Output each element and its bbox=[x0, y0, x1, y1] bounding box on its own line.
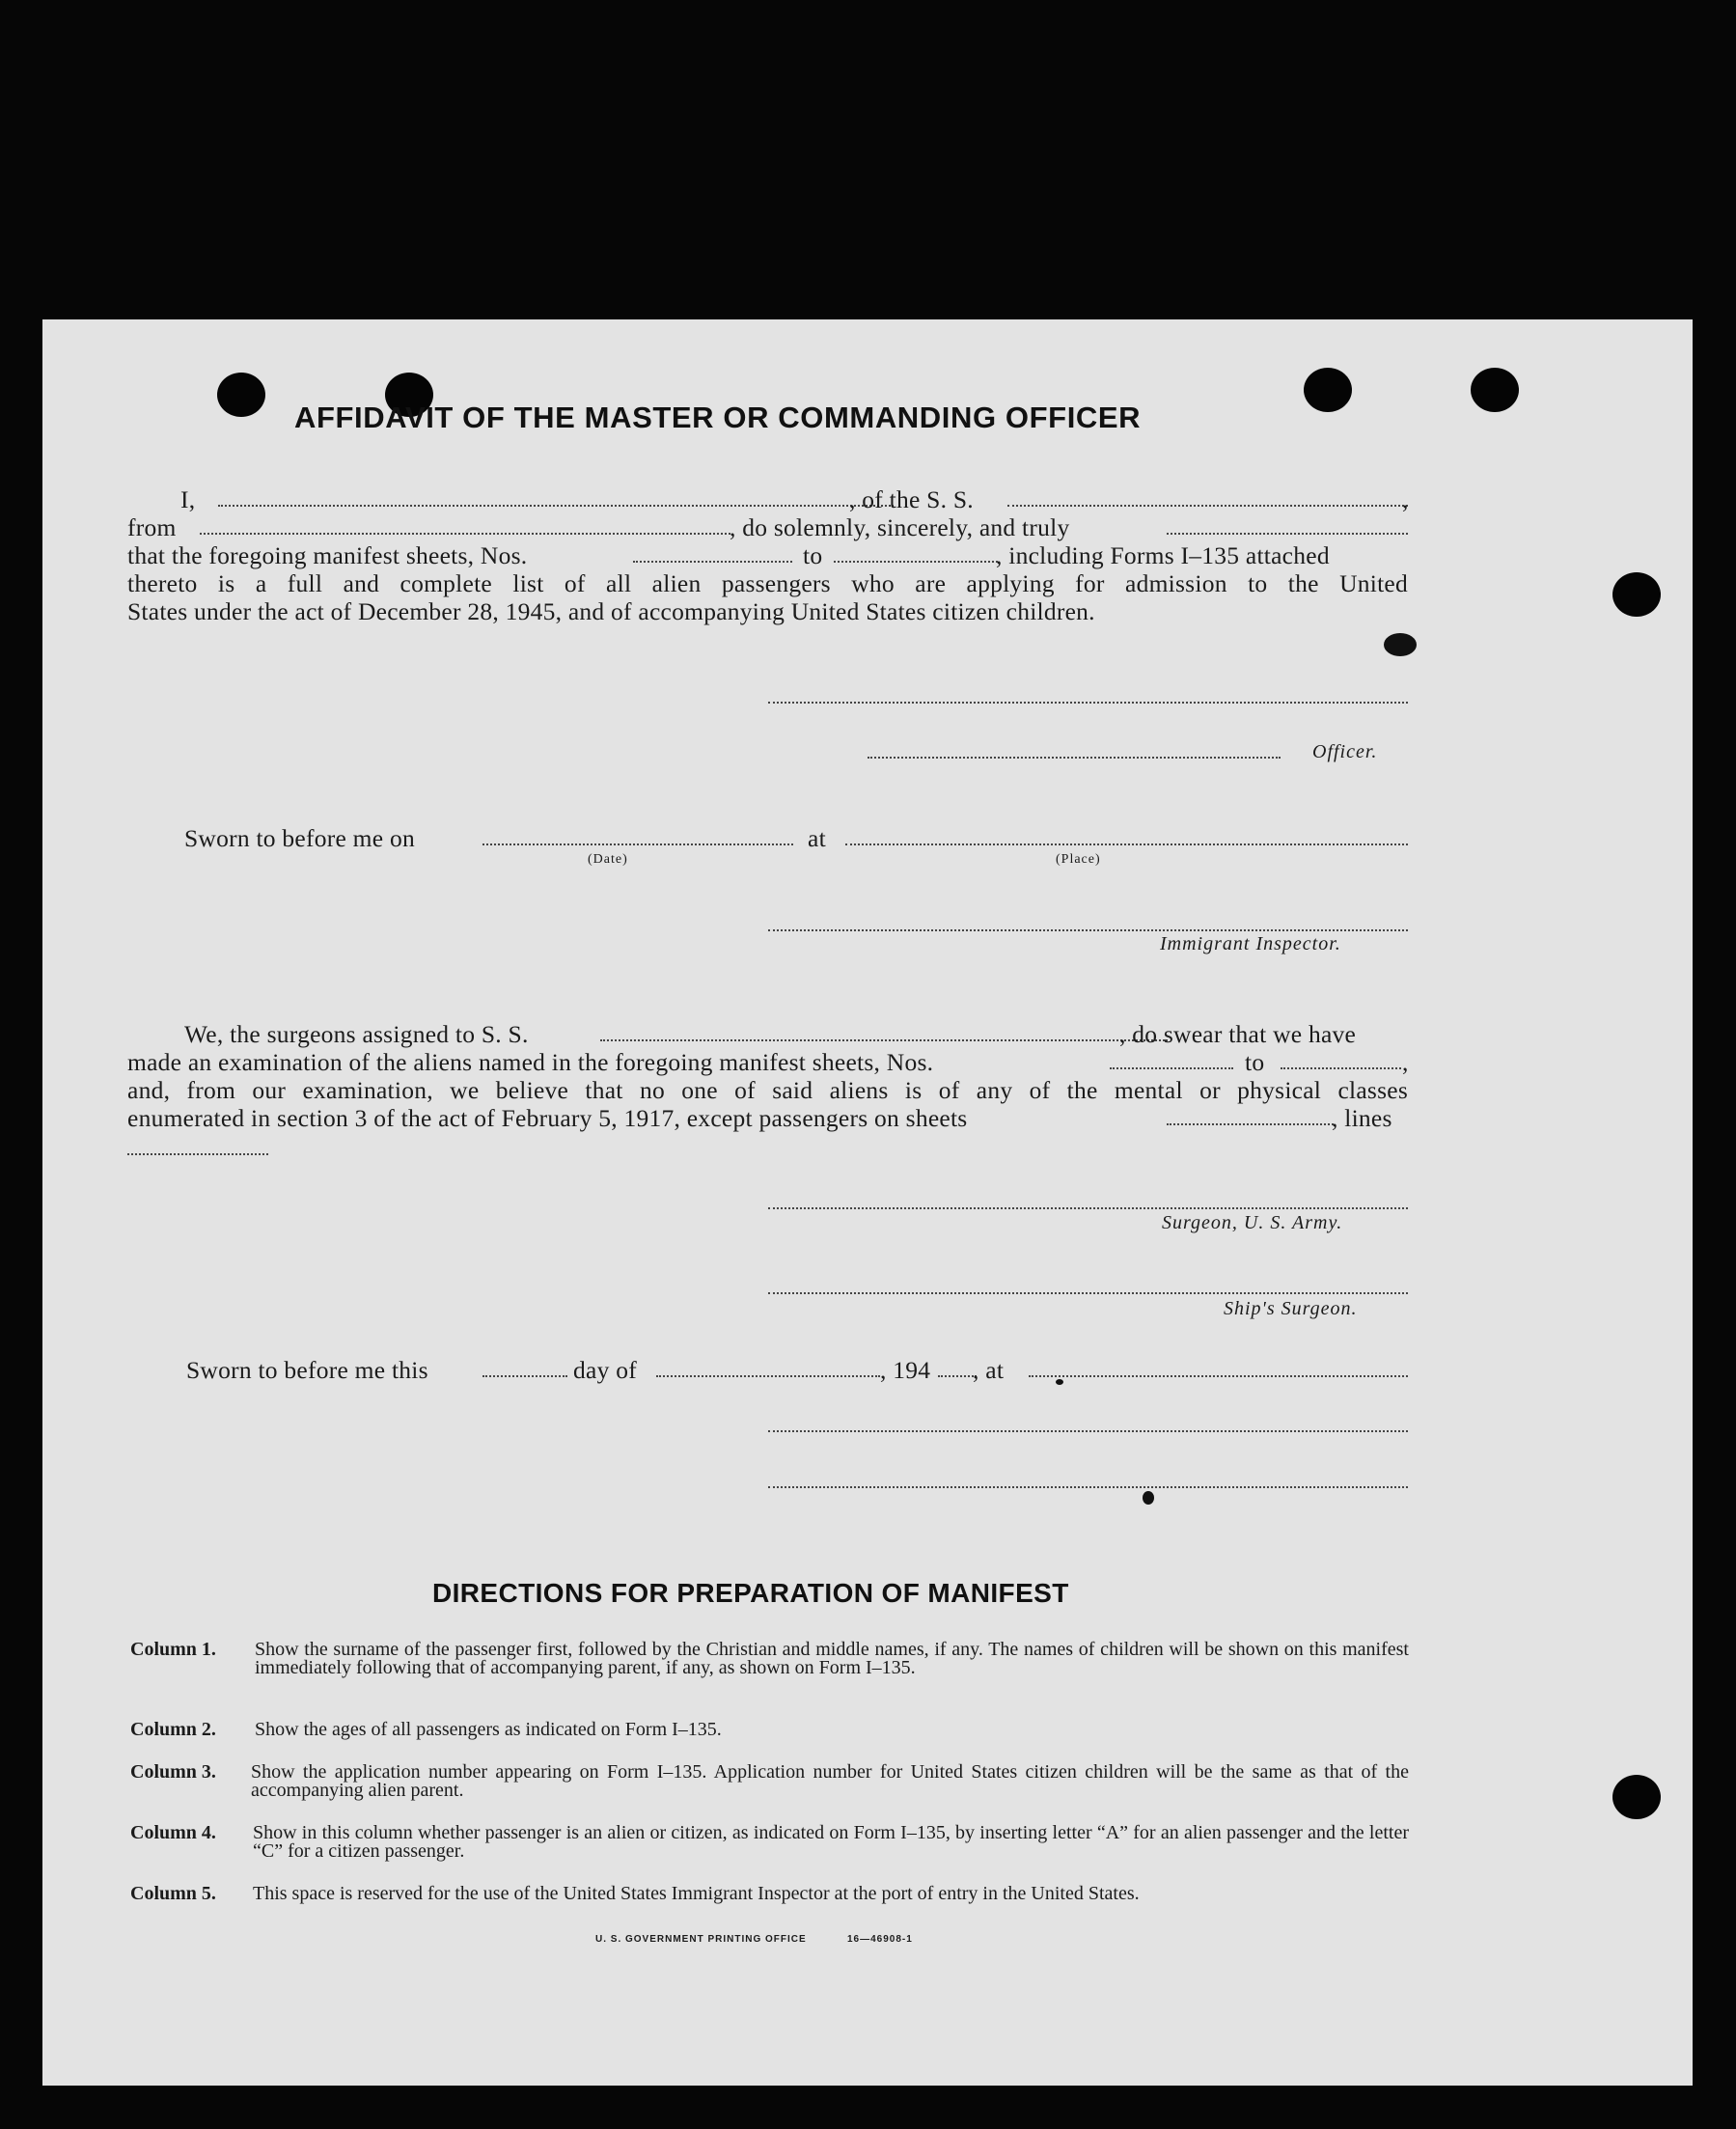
master-name-field[interactable] bbox=[218, 505, 894, 507]
surgeon-sheets-from-field[interactable] bbox=[1110, 1067, 1233, 1069]
sworn2-text: Sworn to before me this bbox=[186, 1356, 428, 1384]
place-caption: (Place) bbox=[1056, 852, 1101, 867]
sworn2-day-of: day of bbox=[573, 1356, 637, 1384]
surgeons-line2-end: , bbox=[1402, 1048, 1409, 1076]
affidavit-line2-from: from bbox=[127, 513, 177, 541]
sworn2-year-field[interactable] bbox=[938, 1375, 977, 1377]
sworn2-day-field[interactable] bbox=[482, 1375, 567, 1377]
column-4-label: Column 4. bbox=[130, 1822, 216, 1843]
sheets-to-field[interactable] bbox=[834, 561, 998, 563]
master-signature-field[interactable] bbox=[768, 702, 1408, 704]
sworn2-title-field[interactable] bbox=[768, 1486, 1408, 1488]
column-5-label: Column 5. bbox=[130, 1883, 216, 1904]
sworn2-place-field[interactable] bbox=[1029, 1375, 1408, 1377]
punch-hole bbox=[1471, 368, 1519, 412]
ship-surgeon-caption: Ship's Surgeon. bbox=[1224, 1298, 1358, 1319]
column-5-text: This space is reserved for the use of the United States Immigrant Inspector at the port of entry in the United States. bbox=[253, 1883, 1140, 1904]
column-4-text: Show in this column whether passenger is an alien or citizen, as indicated on Form I–135, by inserting letter “A” for an alien passenger and the letter “C” for a citizen passenger. bbox=[253, 1822, 1409, 1862]
affidavit-line3-to: to bbox=[803, 541, 823, 569]
exception-lines-field[interactable] bbox=[127, 1153, 268, 1155]
ink-speck bbox=[1056, 1379, 1063, 1385]
surgeon-sheets-to-field[interactable] bbox=[1281, 1067, 1401, 1069]
inspector-signature-field[interactable] bbox=[768, 929, 1408, 931]
surgeon-ship-field[interactable] bbox=[600, 1039, 1168, 1041]
sworn1-at: at bbox=[808, 824, 826, 852]
sworn2-year: , 194 bbox=[880, 1356, 931, 1384]
inspector-caption: Immigrant Inspector. bbox=[1160, 933, 1341, 954]
sworn2-signature-field[interactable] bbox=[768, 1430, 1408, 1432]
surgeons-line1-start: We, the surgeons assigned to S. S. bbox=[184, 1020, 529, 1048]
column-3-label: Column 3. bbox=[130, 1761, 216, 1783]
from-port-field[interactable] bbox=[200, 533, 730, 535]
punch-hole bbox=[1612, 1775, 1661, 1819]
surgeons-line3: and, from our examination, we believe that no one of said aliens is of any of the mental or physical classes bbox=[127, 1076, 1408, 1104]
officer-title-field[interactable] bbox=[868, 757, 1281, 759]
punch-hole bbox=[1304, 368, 1352, 412]
date-caption: (Date) bbox=[588, 852, 628, 867]
affidavit-line3-end: , including Forms I–135 attached bbox=[996, 541, 1330, 569]
punch-hole bbox=[217, 373, 265, 417]
form-code-footer: 16—46908-1 bbox=[847, 1934, 913, 1945]
sworn2-month-field[interactable] bbox=[656, 1375, 880, 1377]
ink-speck bbox=[1143, 1491, 1154, 1505]
affidavit-line1-i: I, bbox=[180, 485, 196, 513]
oath-field[interactable] bbox=[1167, 533, 1408, 535]
sworn1-text: Sworn to before me on bbox=[184, 824, 415, 852]
form-sheet bbox=[42, 319, 1693, 2086]
ship-name-field[interactable] bbox=[1007, 505, 1408, 507]
ink-blot bbox=[1384, 633, 1417, 656]
column-1-label: Column 1. bbox=[130, 1639, 216, 1660]
affidavit-line3-start: that the foregoing manifest sheets, Nos. bbox=[127, 541, 528, 569]
sworn-place-field[interactable] bbox=[845, 843, 1408, 845]
exception-sheets-field[interactable] bbox=[1167, 1123, 1334, 1125]
officer-caption: Officer. bbox=[1312, 741, 1378, 762]
affidavit-line1-end: , bbox=[1402, 485, 1409, 513]
column-2-label: Column 2. bbox=[130, 1719, 216, 1740]
surgeons-line4-end: , lines bbox=[1332, 1104, 1392, 1132]
affidavit-line4: thereto is a full and complete list of all alien passengers who are applying for admission to the United bbox=[127, 569, 1408, 597]
affidavit-line5: States under the act of December 28, 1945, and of accompanying United States citizen children. bbox=[127, 597, 1095, 625]
ship-surgeon-signature-field[interactable] bbox=[768, 1292, 1408, 1294]
army-surgeon-caption: Surgeon, U. S. Army. bbox=[1162, 1212, 1343, 1233]
surgeons-line2-start: made an examination of the aliens named in the foregoing manifest sheets, Nos. bbox=[127, 1048, 934, 1076]
affidavit-title: AFFIDAVIT OF THE MASTER OR COMMANDING OFFICER bbox=[294, 401, 1142, 434]
printer-footer: U. S. GOVERNMENT PRINTING OFFICE bbox=[595, 1934, 807, 1945]
punch-hole bbox=[1612, 572, 1661, 617]
sheets-from-field[interactable] bbox=[633, 561, 792, 563]
affidavit-line1-of-ss: , of the S. S. bbox=[849, 485, 974, 513]
column-2-text: Show the ages of all passengers as indicated on Form I–135. bbox=[255, 1719, 722, 1740]
affidavit-line2-text: , do solemnly, sincerely, and truly bbox=[730, 513, 1070, 541]
column-1-text: Show the surname of the passenger first, followed by the Christian and middle names, if any. The names of children will be shown on this manifest immediately following that of accompanying parent, if any, as shown on Form I–135. bbox=[255, 1639, 1409, 1678]
army-surgeon-signature-field[interactable] bbox=[768, 1207, 1408, 1209]
sworn-date-field[interactable] bbox=[482, 843, 793, 845]
sworn2-at: , at bbox=[973, 1356, 1005, 1384]
column-3-text: Show the application number appearing on Form I–135. Application number for United States citizen children will be the same as that of the accompanying alien parent. bbox=[251, 1761, 1409, 1801]
surgeons-line4-start: enumerated in section 3 of the act of February 5, 1917, except passengers on sheets bbox=[127, 1104, 968, 1132]
surgeons-line2-to: to bbox=[1245, 1048, 1265, 1076]
directions-title: DIRECTIONS FOR PREPARATION OF MANIFEST bbox=[432, 1578, 1069, 1608]
surgeons-line1-end: , do swear that we have bbox=[1119, 1020, 1357, 1048]
